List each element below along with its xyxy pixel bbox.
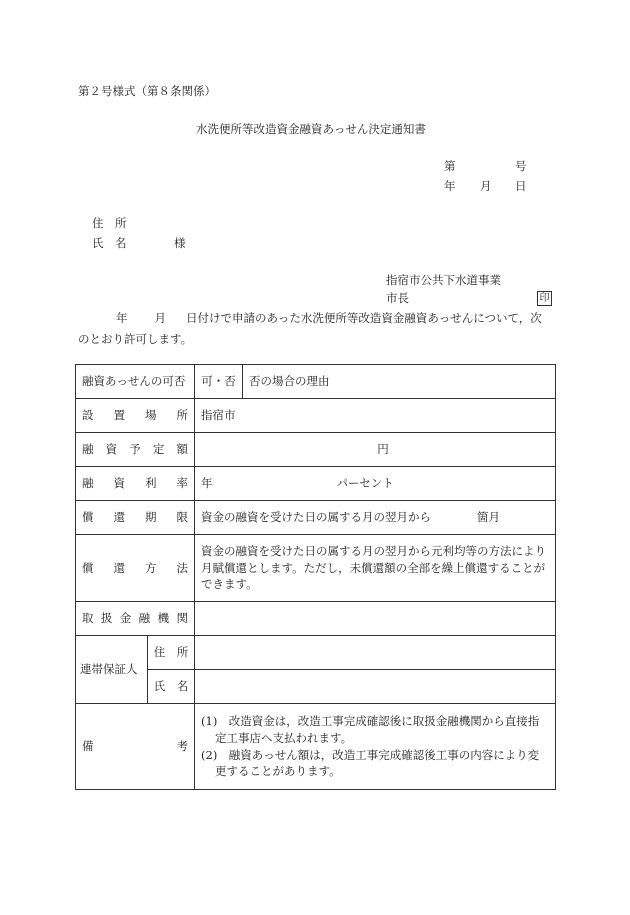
row-remarks (76, 704, 556, 790)
ref-month: 月 (480, 179, 492, 193)
recipient-honorific: 様 (174, 236, 186, 250)
amount-unit: 円 (377, 442, 389, 457)
row-method (76, 535, 556, 602)
period-text: 資金の融資を受けた日の属する月の翌月から (201, 510, 432, 525)
issuer-title: 市長 (386, 291, 409, 305)
recipient-name-label: 氏 名 (92, 236, 127, 250)
amount-value (195, 433, 556, 467)
body-paragraph (78, 308, 554, 350)
interest-unit: パーセント (336, 476, 394, 491)
guarantor-name-value (195, 670, 556, 704)
row-amount (76, 433, 556, 467)
method-label: 償 還 方 法 (76, 535, 195, 602)
recipient-address-label: 住 所 (92, 216, 127, 230)
period-unit: 箇月 (477, 510, 501, 525)
document-title: 水洗便所等改造資金融資あっせん決定通知書 (196, 122, 426, 136)
ref-dai: 第 (444, 159, 456, 173)
issuer-organization: 指宿市公共下水道事業 (386, 273, 501, 287)
body-line2: のとおり許可します。 (78, 332, 193, 346)
row-location (76, 399, 556, 433)
guarantor-address-label: 住 所 (148, 636, 195, 670)
approval-options: 可・否 (195, 365, 243, 399)
decision-table (75, 364, 556, 790)
location-value: 指宿市 (195, 399, 556, 433)
remarks-label: 備 考 (76, 704, 195, 790)
amount-label: 融 資 予 定 額 (76, 433, 195, 467)
form-number: 第２号様式（第８条関係） (78, 84, 216, 98)
bank-label: 取 扱 金 融 機 関 (76, 602, 195, 636)
approval-label: 融資あっせんの可否 (76, 365, 195, 399)
period-value (195, 501, 556, 535)
row-bank (76, 602, 556, 636)
method-text: 資金の融資を受けた日の属する月の翌月から元利均等の方法により月賦償還とします。ただし，未償還額の全部を繰上償還することができます。 (195, 535, 556, 602)
period-label: 償 還 期 限 (76, 501, 195, 535)
interest-label: 融 資 利 率 (76, 467, 195, 501)
body-year: 年 (116, 311, 128, 325)
bank-value (195, 602, 556, 636)
row-approval (76, 365, 556, 399)
ref-day: 日 (515, 179, 527, 193)
row-period (76, 501, 556, 535)
guarantor-name-label: 氏 名 (148, 670, 195, 704)
seal-mark: 印 (537, 291, 552, 306)
rejection-reason-label: 否の場合の理由 (243, 365, 556, 399)
guarantor-address-value (195, 636, 556, 670)
ref-go: 号 (515, 159, 527, 173)
row-guarantor-address (76, 636, 556, 670)
body-line1: 日付けで申請のあった水洗便所等改造資金融資あっせんについて，次 (186, 311, 542, 325)
interest-year: 年 (201, 476, 213, 491)
body-month: 月 (154, 311, 166, 325)
location-label: 設 置 場 所 (76, 399, 195, 433)
interest-value (195, 467, 556, 501)
ref-year: 年 (444, 179, 456, 193)
remark-2: (2) 融資あっせん額は，改造工事完成確認後工事の内容により変更することがあります。 (201, 747, 540, 779)
guarantor-label: 連帯保証人 (76, 636, 148, 704)
remark-1: (1) 改造資金は，改造工事完成確認後に取扱金融機関から直接指定工事店へ支払われます。 (201, 714, 540, 745)
row-interest (76, 467, 556, 501)
remarks-value (195, 704, 556, 790)
row-guarantor-name (76, 670, 556, 704)
